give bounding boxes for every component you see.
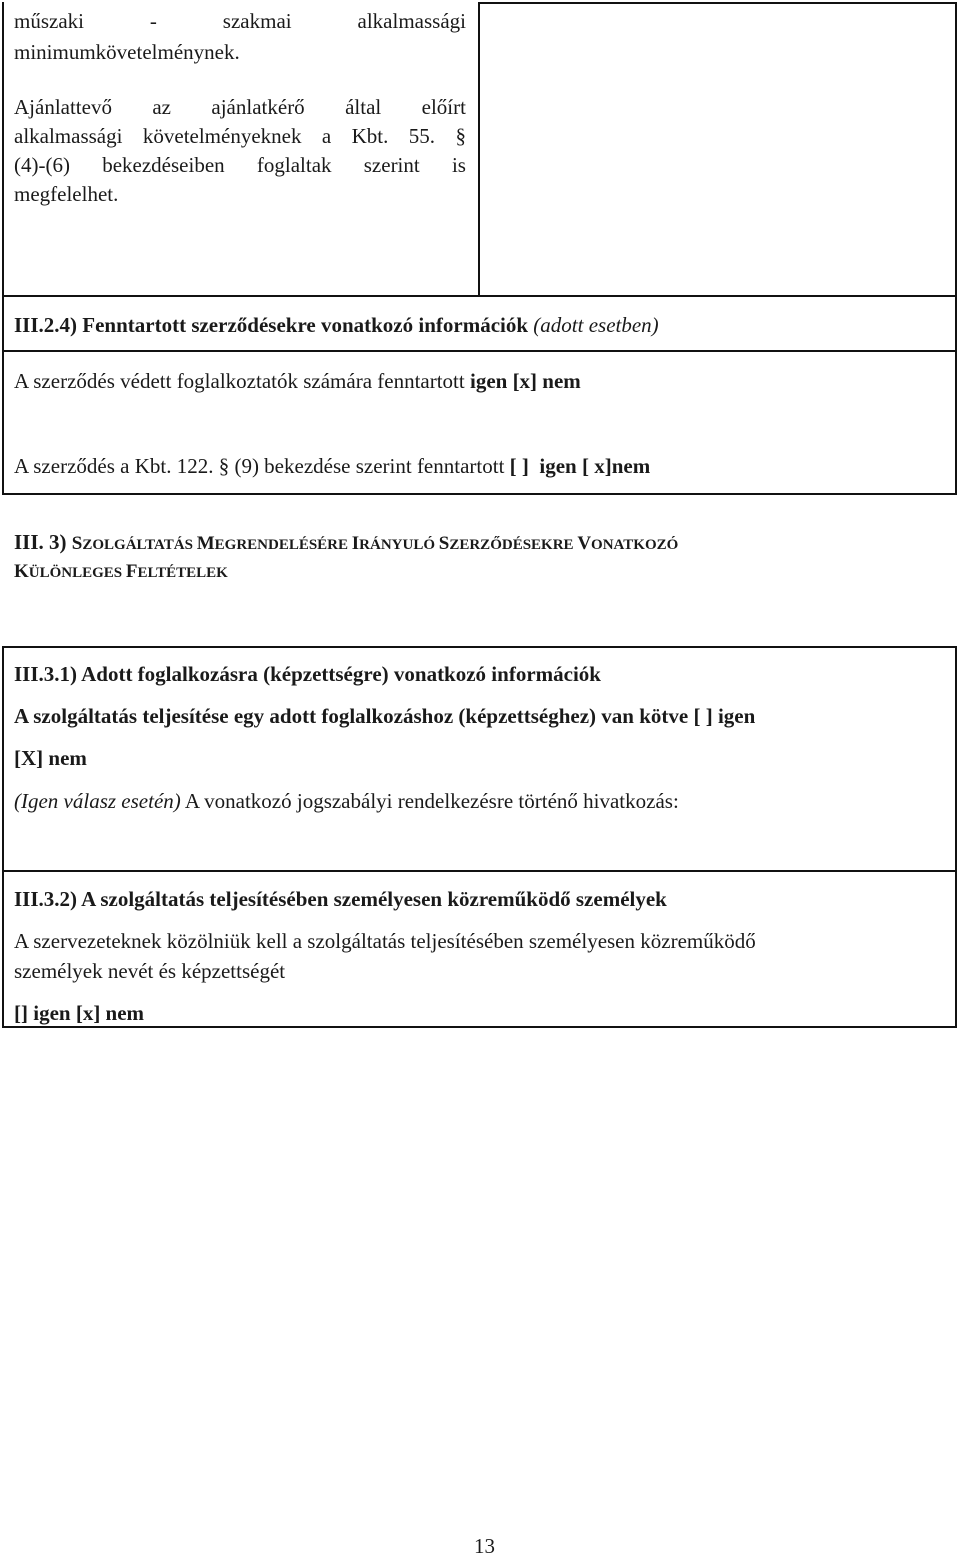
- occupation-bound-answer: [X] nem: [14, 746, 87, 770]
- personnel-line-2: személyek nevét és képzettségét: [14, 959, 286, 983]
- personnel-answer: [] igen [x] nem: [14, 1001, 145, 1025]
- section-3-3-heading-line-2: [14, 555, 228, 588]
- section-3-3-heading-line-1: III. 3) SZOLGÁLTATÁS MEGRENDELÉSÉRE IRÁNYULÓ SZERZŐDÉSEKRE VONATKOZÓ: [14, 530, 679, 554]
- section-3-3-heading-line-2-segment: ELTÉTELEK: [137, 565, 228, 581]
- page-number: 13: [474, 1534, 495, 1558]
- section-3-3-heading-line-2-segment: F: [125, 561, 138, 582]
- top-cell-line-1: műszaki - szakmai alkalmassági: [14, 9, 466, 33]
- top-cell-line-4: alkalmassági követelményeknek a Kbt. 55. §: [14, 124, 466, 148]
- section-3-3-2-heading: III.3.2) A szolgáltatás teljesítésében személyesen közreműködő személyek: [14, 887, 667, 911]
- top-cell-line-6: megfelelhet.: [14, 182, 119, 206]
- top-cell-line-2: minimumkövetelménynek.: [14, 40, 240, 64]
- occupation-bound-line: A szolgáltatás teljesítése egy adott foglalkozáshoz (képzettséghez) van kötve [ ] igen: [14, 704, 756, 728]
- section-3-3-heading-line-1-segment: I: [351, 533, 360, 554]
- section-3-3-heading-line-1-segment: M: [196, 533, 215, 554]
- section-3-3-heading-line-1-segment: RÁNYULÓ: [359, 537, 439, 553]
- section-3-3-heading-line-1-segment: S: [438, 533, 450, 554]
- top-right-cell: [478, 2, 957, 297]
- section-3-3-heading-line-2-segment: K: [14, 561, 29, 582]
- section-3-3-heading-line-2-segment: ÜLÖNLEGES: [28, 565, 126, 581]
- section-3-3-heading-line-1-segment: ZOLGÁLTATÁS: [82, 537, 197, 553]
- top-cell-line-5: (4)-(6) bekezdéseiben foglaltak szerint is: [14, 153, 466, 177]
- section-3-3-heading-line-1-segment: EGRENDELÉSÉRE: [214, 537, 352, 553]
- section-3-3-heading-line-1-segment: V: [577, 533, 592, 554]
- top-cell-line-3: Ajánlattevő az ajánlatkérő által előírt: [14, 95, 466, 119]
- section-3-3-1-heading: III.3.1) Adott foglalkozásra (képzettségre) vonatkozó információk: [14, 662, 601, 686]
- protected-employers-row: A szerződés védett foglalkoztatók számára fenntartott igen [x] nem: [14, 369, 581, 393]
- section-3-2-4-heading: III.2.4) Fenntartott szerződésekre vonatkozó információk (adott esetben): [14, 313, 659, 337]
- section-3-3-heading-line-1-segment: ZERZŐDÉSEKRE: [449, 537, 578, 553]
- section-3-3-heading-line-1-segment: S: [71, 533, 83, 554]
- section-3-3-heading-line-1-segment: ONATKOZÓ: [591, 537, 679, 553]
- kbt-122-reserved-row: A szerződés a Kbt. 122. § (9) bekezdése szerint fenntartott [ ] igen [ x]nem: [14, 454, 651, 478]
- personnel-line-1: A szervezeteknek közölniük kell a szolgáltatás teljesítésében személyesen közreműködő: [14, 929, 756, 953]
- legal-reference-line: (Igen válasz esetén) A vonatkozó jogszabályi rendelkezésre történő hivatkozás:: [14, 789, 679, 813]
